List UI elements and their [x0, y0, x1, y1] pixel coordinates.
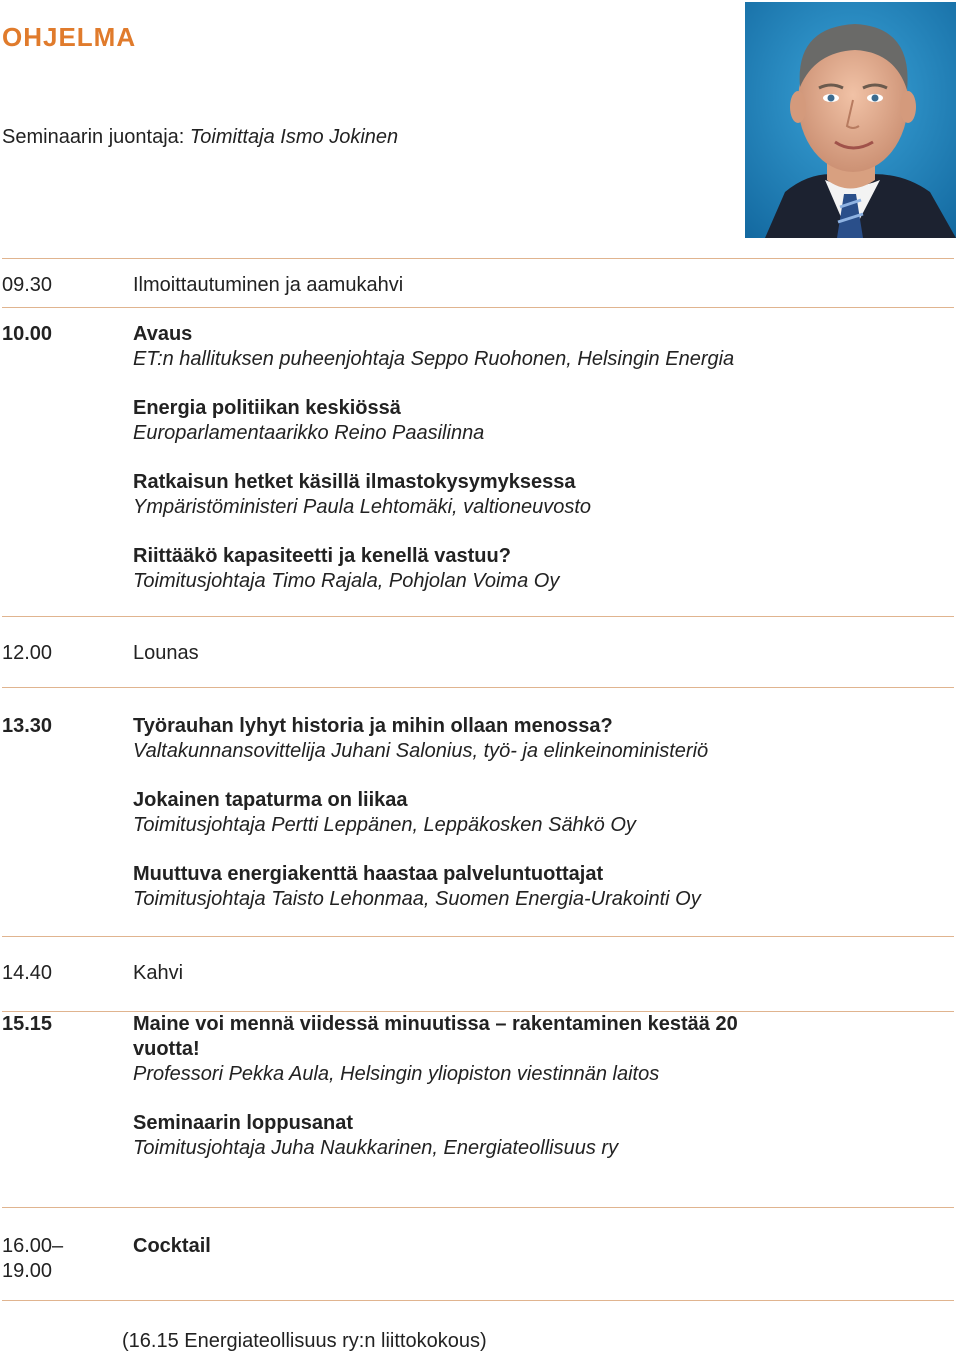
schedule-time: 09.30 [2, 274, 53, 296]
item-title: Energia politiikan keskiössä [133, 397, 401, 419]
portrait-icon [745, 2, 956, 238]
item-speaker: ET:n hallituksen puheenjohtaja Seppo Ruohonen, Helsingin Energia [133, 348, 735, 370]
item-speaker: Toimitusjohtaja Pertti Leppänen, Leppäkosken Sähkö Oy [133, 814, 636, 836]
schedule-block [2, 687, 954, 936]
schedule-block [2, 1207, 954, 1301]
item-speaker: Europarlamentaarikko Reino Paasilinna [133, 422, 485, 444]
item-title: Lounas [133, 642, 199, 664]
program-schedule [2, 258, 954, 1301]
item-speaker: Ympäristöministeri Paula Lehtomäki, valtioneuvosto [133, 496, 591, 518]
item-title: Cocktail [133, 1235, 211, 1257]
schedule-block [2, 616, 954, 687]
item-title: Ilmoittautuminen ja aamukahvi [133, 274, 404, 296]
schedule-block [2, 307, 954, 616]
portrait-photo [745, 2, 956, 238]
schedule-time: 13.30 [2, 715, 53, 737]
item-speaker: Professori Pekka Aula, Helsingin yliopiston viestinnän laitos [133, 1063, 660, 1085]
schedule-time: 14.40 [2, 962, 53, 984]
schedule-item [133, 788, 954, 838]
item-title: Seminaarin loppusanat [133, 1112, 354, 1134]
schedule-item [133, 396, 954, 446]
schedule-time: 16.00– 19.00 [2, 1235, 64, 1282]
item-title: Työrauhan lyhyt historia ja mihin ollaan menossa? [133, 715, 613, 737]
schedule-item [133, 273, 954, 298]
schedule-block [2, 936, 954, 1011]
item-speaker: Toimitusjohtaja Juha Naukkarinen, Energiateollisuus ry [133, 1137, 619, 1159]
item-title: Muuttuva energiakenttä haastaa palveluntuottajat [133, 863, 604, 885]
item-speaker: Valtakunnansovittelija Juhani Salonius, työ- ja elinkeinoministeriö [133, 740, 709, 762]
item-speaker: Toimitusjohtaja Taisto Lehonmaa, Suomen Energia-Urakointi Oy [133, 888, 701, 910]
schedule-item [133, 1111, 954, 1161]
schedule-time: 12.00 [2, 642, 53, 664]
seminar-host [2, 126, 398, 149]
footnote: (16.15 Energiateollisuus ry:n liittokokous) [122, 1330, 487, 1352]
item-title: Ratkaisun hetket käsillä ilmastokysymyksessa [133, 471, 576, 493]
schedule-block [2, 258, 954, 307]
schedule-time: 10.00 [2, 323, 53, 345]
schedule-time: 15.15 [2, 1013, 53, 1035]
schedule-block [2, 1011, 954, 1207]
item-title: Jokainen tapaturma on liikaa [133, 789, 408, 811]
schedule-item [133, 862, 954, 912]
item-title: Maine voi mennä viidessä minuutissa – rakentaminen kestää 20 vuotta! [133, 1013, 738, 1060]
schedule-item [133, 470, 954, 520]
page-title: OHJELMA [2, 22, 137, 52]
item-title: Avaus [133, 323, 193, 345]
schedule-item [133, 641, 954, 666]
item-title: Riittääkö kapasiteetti ja kenellä vastuu? [133, 545, 511, 567]
host-name: Toimittaja Ismo Jokinen [189, 126, 399, 148]
schedule-item [133, 714, 954, 764]
host-label: Seminaarin juontaja: [2, 126, 190, 148]
schedule-item [133, 961, 954, 986]
schedule-item [133, 322, 954, 372]
item-speaker: Toimitusjohtaja Timo Rajala, Pohjolan Voima Oy [133, 570, 560, 592]
item-title: Kahvi [133, 962, 184, 984]
schedule-item [133, 1012, 753, 1087]
schedule-item [133, 544, 954, 594]
schedule-item [133, 1234, 954, 1259]
